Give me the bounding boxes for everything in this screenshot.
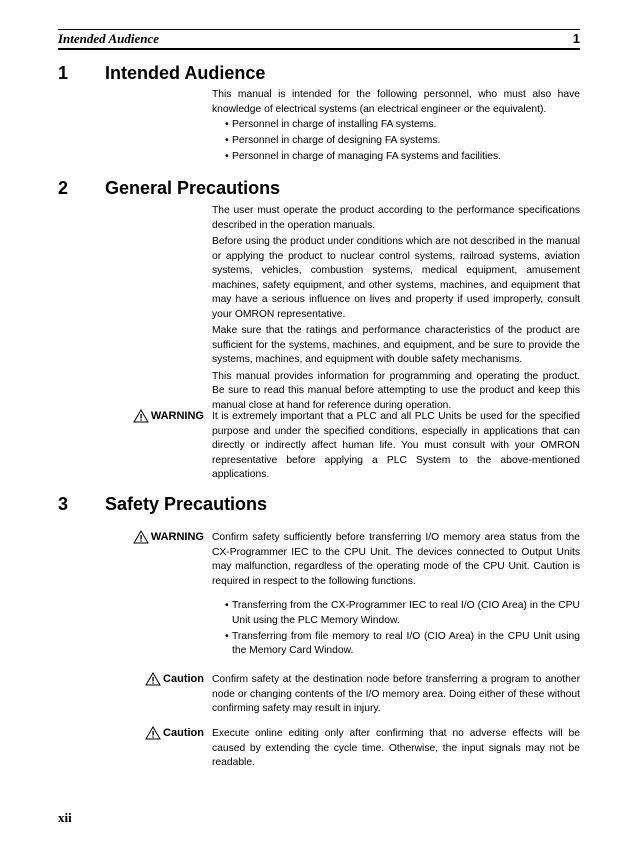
section-1-bullets — [225, 118, 580, 166]
paragraph: Before using the product under conditions which are not described in the manual or applying the product to nuclear control systems, railroad systems, aviation systems, vehicles, combustion systems, medical equipment, amusement machines, safety equipment, and other systems, machines, and equipment that may have a serious influence on lives and property if used improperly, consult your OMRON representative. — [212, 236, 580, 320]
running-header — [58, 29, 580, 50]
list-item: • Transferring from the CX-Programmer IEC to real I/O (CIO Area) in the CPU Unit using the PLC Memory Window. — [225, 599, 580, 628]
warning-text-2: Confirm safety sufficiently before transferring I/O memory area status from the CX-Programmer IEC to the CPU Unit. The devices connected to Output Units may malfunction, regardless of the operating mode of the CPU Unit. Caution is required in respect to the following functions. — [212, 532, 580, 587]
section-number: 1 — [58, 63, 69, 83]
warning-triangle-icon — [133, 530, 149, 544]
section-title: General Precautions — [105, 178, 281, 198]
header-page-number: 1 — [572, 31, 580, 46]
list-item: • Personnel in charge of installing FA systems. — [225, 118, 580, 133]
paragraph: The user must operate the product according to the performance specifications described in the operation manuals. — [212, 205, 580, 231]
list-item: • Personnel in charge of designing FA systems. — [225, 134, 580, 149]
section-title: Intended Audience — [105, 63, 266, 83]
warning-label-1: WARNING — [133, 409, 204, 423]
section-1-heading — [58, 63, 265, 84]
footer-page-label: xii — [58, 810, 72, 825]
section-1-intro — [212, 88, 580, 119]
caution-label-1: Caution — [145, 672, 204, 686]
list-item: • Transferring from file memory to real I/O (CIO Area) in the CPU Unit using the Memory Card Window. — [225, 630, 580, 659]
section-2-heading — [58, 178, 280, 199]
warning-text-1: It is extremely important that a PLC and all PLC Units be used for the specified purpose and under the specified conditions, especially in applications that can directly or indirectly affect human life. You must consult with your OMRON representative before applying a PLC System to the above-mentioned applications. — [212, 411, 580, 480]
list-item: • Personnel in charge of managing FA systems and facilities. — [225, 150, 580, 165]
header-title: Intended Audience — [58, 31, 159, 46]
section-3-bullets — [225, 599, 580, 660]
caution-text-2: Execute online editing only after confirming that no adverse effects will be caused by extending the cycle time. Otherwise, the input signals may not be readable. — [212, 728, 580, 768]
warning-triangle-icon — [145, 726, 161, 740]
paragraph: This manual provides information for programming and operating the product. Be sure to read this manual before attempting to use the product and keep this manual close at hand for reference during operation. — [212, 370, 580, 411]
warning-triangle-icon — [133, 409, 149, 423]
warning-label-2: WARNING — [133, 530, 204, 544]
caution-text-1: Confirm safety at the destination node before transferring a program to another node or changing contents of the I/O memory area. Doing either of these without confirming safety may result in injury. — [212, 674, 580, 714]
section-2-body — [212, 204, 580, 415]
paragraph: Make sure that the ratings and performance characteristics of the product are sufficient for the systems, machines, and equipment, and be sure to provide the systems, machines, and equipment with double safety mechanisms. — [212, 325, 580, 365]
caution-label-2: Caution — [145, 726, 204, 740]
section-3-heading — [58, 494, 267, 515]
section-number: 2 — [58, 178, 69, 198]
section-number: 3 — [58, 494, 69, 514]
warning-triangle-icon — [145, 672, 161, 686]
section-title: Safety Precautions — [105, 494, 268, 514]
paragraph: This manual is intended for the following personnel, who must also have knowledge of electrical systems (an electrical engineer or the equivalent). — [212, 89, 580, 115]
